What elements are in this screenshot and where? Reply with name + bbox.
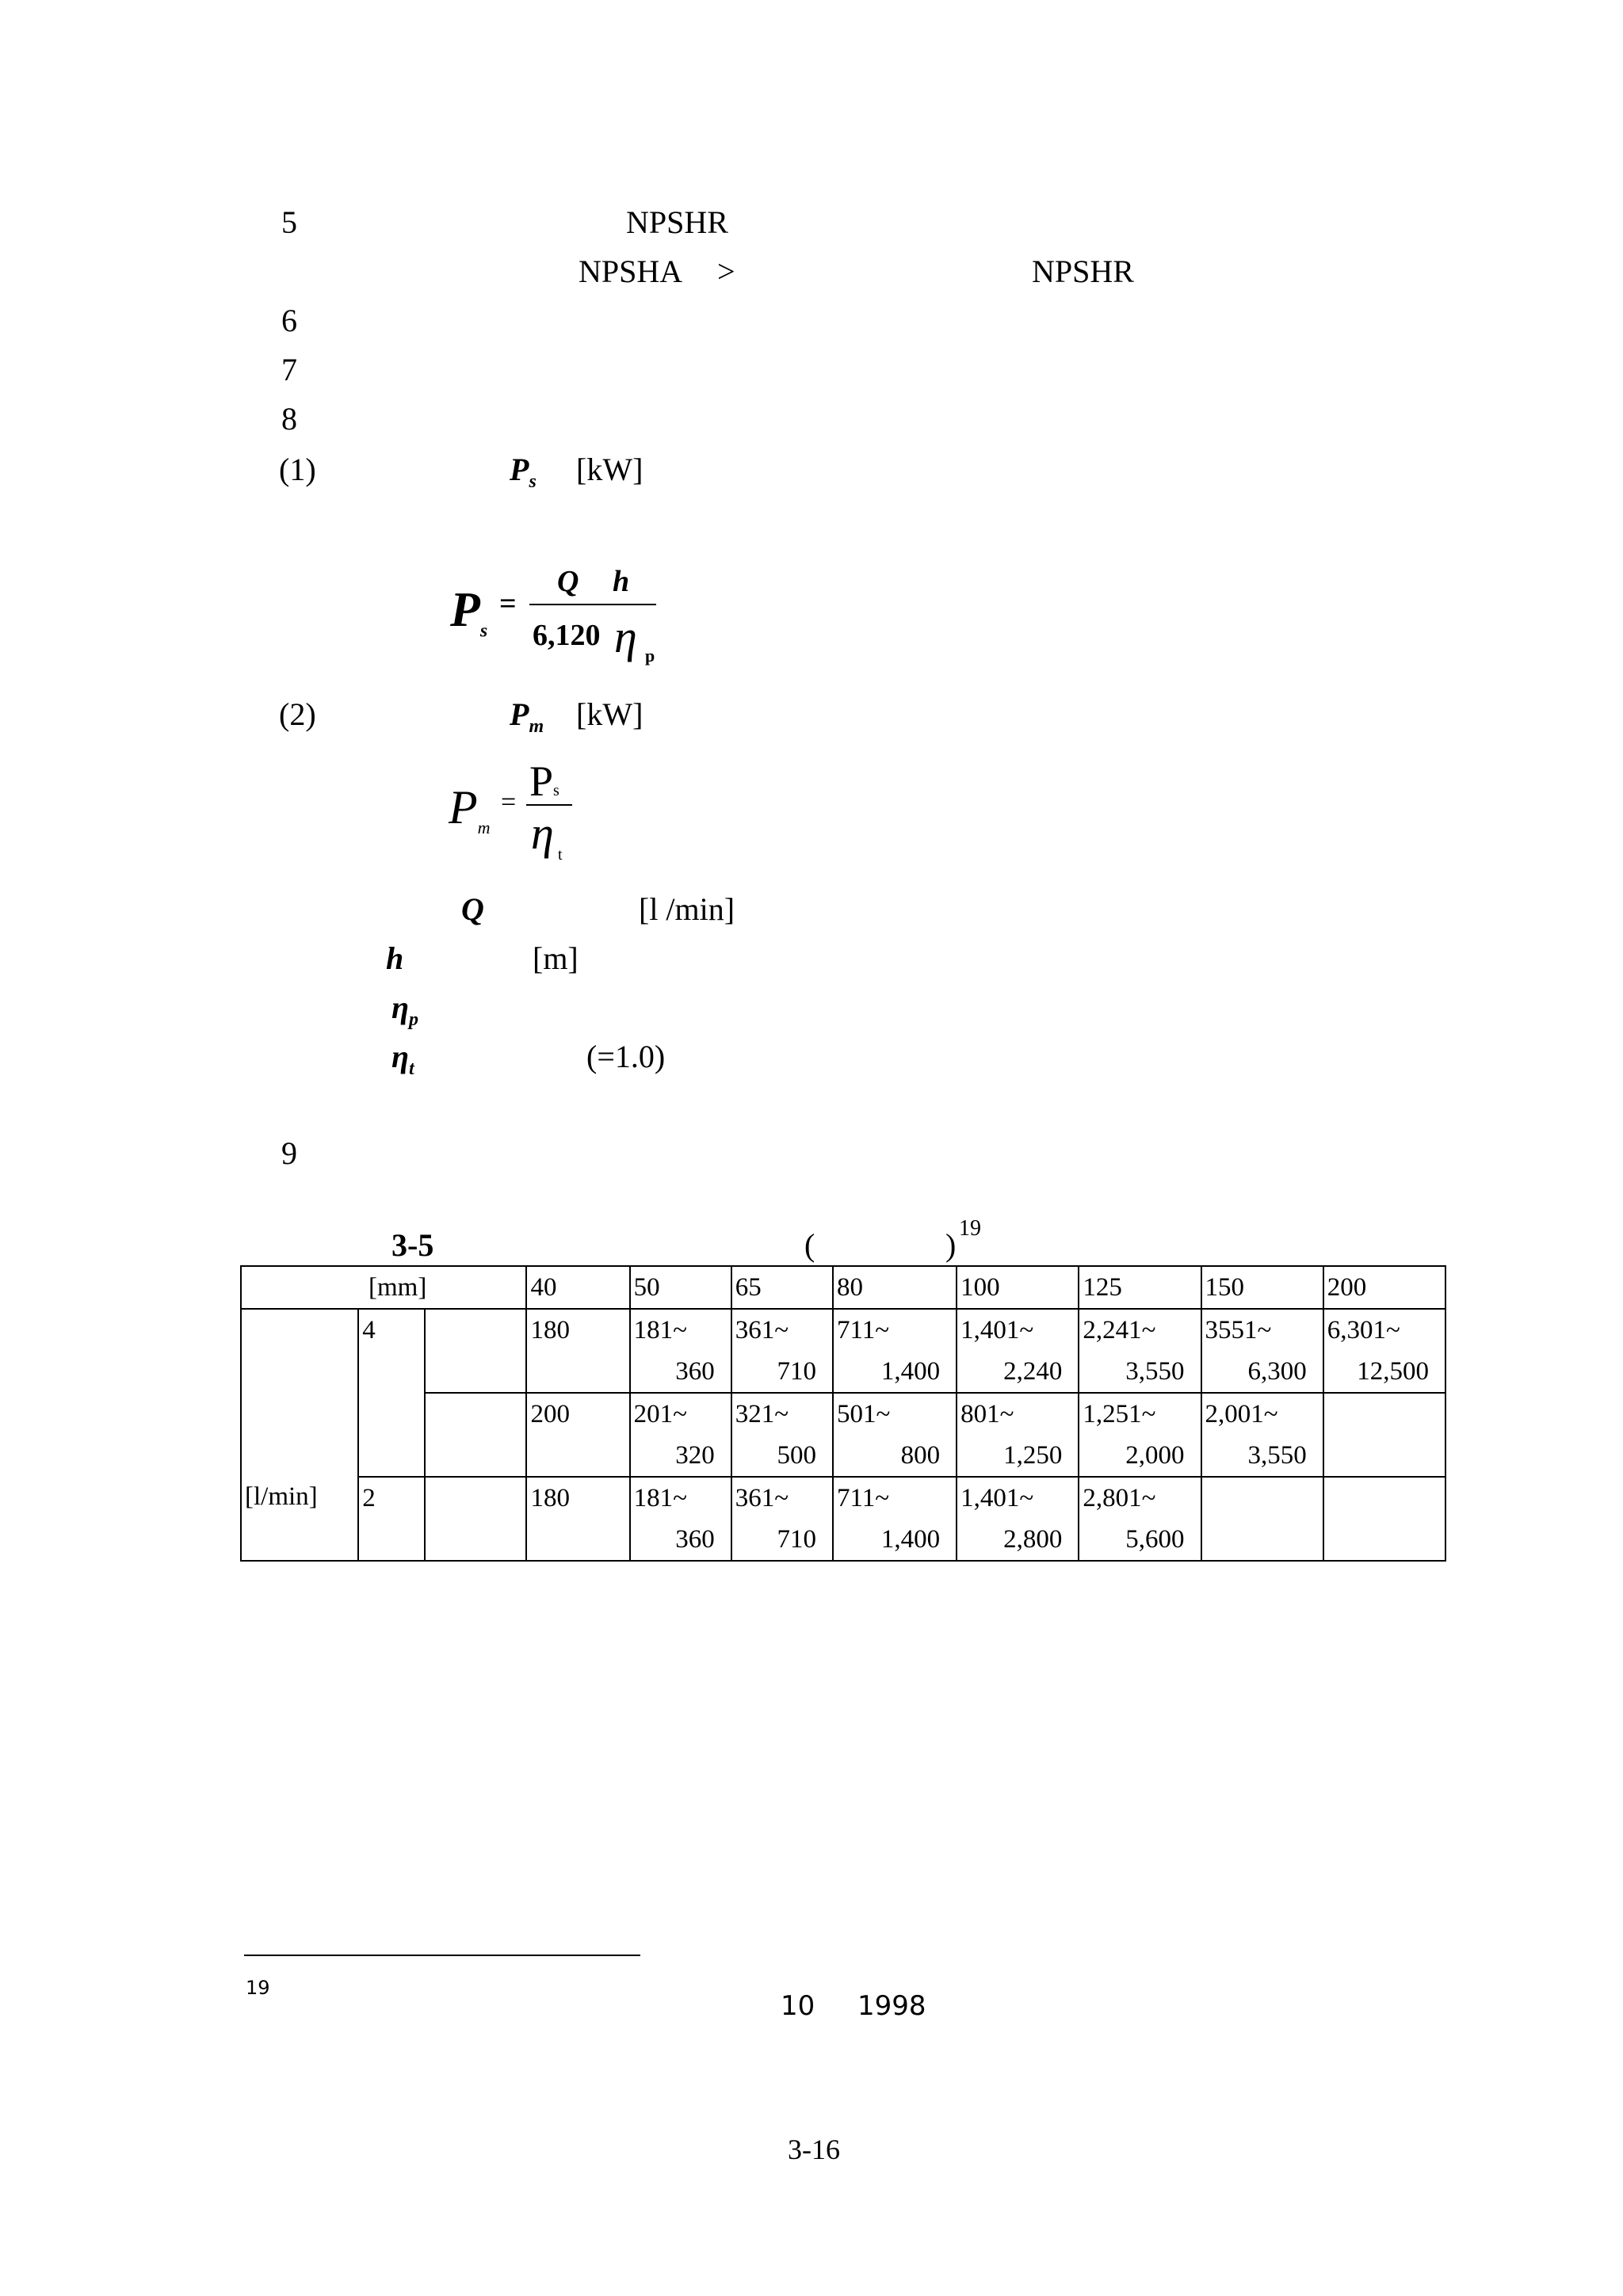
item-9-number: 9 <box>281 1135 297 1171</box>
formula1-equals: = <box>499 587 517 620</box>
diameter-100: 100 <box>957 1266 1079 1309</box>
diameter-40: 40 <box>526 1266 629 1309</box>
pole-2-label: 2 <box>358 1477 425 1561</box>
diameter-125: 125 <box>1079 1266 1201 1309</box>
table-cell: 180 <box>526 1477 629 1561</box>
item-6-number: 6 <box>281 303 297 338</box>
legend-h-symbol: h <box>386 940 404 976</box>
table-cell: 711~ 1,400 <box>833 1477 957 1561</box>
table-row <box>241 1309 1445 1393</box>
npshr-label-2: NPSHR <box>1032 254 1134 289</box>
legend-q-unit: [l /min] <box>639 891 735 927</box>
table-cell: 1,251~ 2,000 <box>1079 1393 1201 1477</box>
diameter-200: 200 <box>1323 1266 1445 1309</box>
table-cell: 2,241~ 3,550 <box>1079 1309 1201 1393</box>
table-cell: 501~ 800 <box>833 1393 957 1477</box>
table-cell: 181~ 360 <box>630 1309 731 1393</box>
footnote-text-b: 1998 <box>857 1990 926 2022</box>
subitem-1-number: (1) <box>279 452 316 487</box>
formula2-eta: η <box>531 807 554 859</box>
table-caption-open-paren: ( <box>804 1227 815 1263</box>
table-cell: 3551~ 6,300 <box>1201 1309 1323 1393</box>
legend-eta-p-symbol: $\eta_p$ <box>391 990 418 1030</box>
diameter-50: 50 <box>630 1266 731 1309</box>
table-cell <box>425 1393 526 1477</box>
diameter-65: 65 <box>731 1266 833 1309</box>
motor-power-unit: [kW] <box>576 696 643 732</box>
diameter-150: 150 <box>1201 1266 1323 1309</box>
footnote-reference: 19 <box>959 1216 981 1241</box>
item-5-number: 5 <box>281 204 297 240</box>
npsha-label: NPSHA <box>579 254 683 289</box>
table-cell: 2,801~ 5,600 <box>1079 1477 1201 1561</box>
formula2-fraction-bar <box>526 804 572 806</box>
table-cell <box>425 1477 526 1561</box>
table-cell: 801~ 1,250 <box>957 1393 1079 1477</box>
diameter-80: 80 <box>833 1266 957 1309</box>
npshr-label: NPSHR <box>626 204 728 240</box>
flow-unit-label: [l/min] <box>241 1309 358 1561</box>
formula2-equals: = <box>501 788 517 817</box>
shaft-power-symbol: $P_s$ <box>510 452 537 492</box>
table-cell: 6,301~ 12,500 <box>1323 1309 1445 1393</box>
table-cell: 711~ 1,400 <box>833 1309 957 1393</box>
table-cell: 1,401~ 2,800 <box>957 1477 1079 1561</box>
legend-q-symbol: Q <box>461 891 484 927</box>
table-cell: 1,401~ 2,240 <box>957 1309 1079 1393</box>
greater-than-sign: > <box>717 254 735 289</box>
page-number: 3-16 <box>788 2134 840 2165</box>
table-cell: 200 <box>526 1393 629 1477</box>
subitem-2-number: (2) <box>279 696 316 732</box>
legend-h-unit: [m] <box>533 940 579 976</box>
formula1-fraction-bar <box>529 604 656 605</box>
formula1-eta-sub: p <box>645 646 655 666</box>
table-cell: 201~ 320 <box>630 1393 731 1477</box>
table-cell <box>1323 1477 1445 1561</box>
table-caption-number: 3-5 <box>391 1227 434 1263</box>
formula2-eta-sub: t <box>558 846 563 864</box>
item-8-number: 8 <box>281 401 297 437</box>
formula1-lhs: $P_s$ <box>450 583 488 642</box>
table-caption-close-paren: ) <box>945 1227 957 1263</box>
footnote-divider <box>244 1955 640 1956</box>
formula1-numerator-h: h <box>613 565 630 598</box>
legend-eta-t-symbol: $\eta_t$ <box>391 1039 414 1079</box>
pole-4-label: 4 <box>358 1309 425 1477</box>
table-cell <box>425 1309 526 1393</box>
formula2-lhs: $P_m$ <box>449 781 491 837</box>
table-cell: 180 <box>526 1309 629 1393</box>
formula1-eta: η <box>614 611 637 662</box>
table-cell: 181~ 360 <box>630 1477 731 1561</box>
formula1-numerator-q: Q <box>557 565 579 598</box>
formula1-denominator-const: 6,120 <box>533 619 601 652</box>
table-row <box>241 1477 1445 1561</box>
table-cell <box>1323 1393 1445 1477</box>
item-7-number: 7 <box>281 352 297 387</box>
table-cell: 321~ 500 <box>731 1393 833 1477</box>
shaft-power-unit: [kW] <box>576 452 643 487</box>
table-header-row <box>241 1266 1445 1309</box>
header-unit-cell: [mm] <box>241 1266 526 1309</box>
table-cell: 361~ 710 <box>731 1477 833 1561</box>
pump-flow-table <box>240 1265 1446 1562</box>
legend-eta-t-value: (=1.0) <box>586 1039 666 1074</box>
table-cell <box>1201 1477 1323 1561</box>
formula2-numerator: Ps <box>529 757 559 805</box>
footnote-number: 19 <box>246 1977 270 1999</box>
motor-power-symbol: $P_m$ <box>510 696 544 737</box>
table-cell: 361~ 710 <box>731 1309 833 1393</box>
table-cell: 2,001~ 3,550 <box>1201 1393 1323 1477</box>
footnote-text-a: 10 <box>781 1990 815 2022</box>
